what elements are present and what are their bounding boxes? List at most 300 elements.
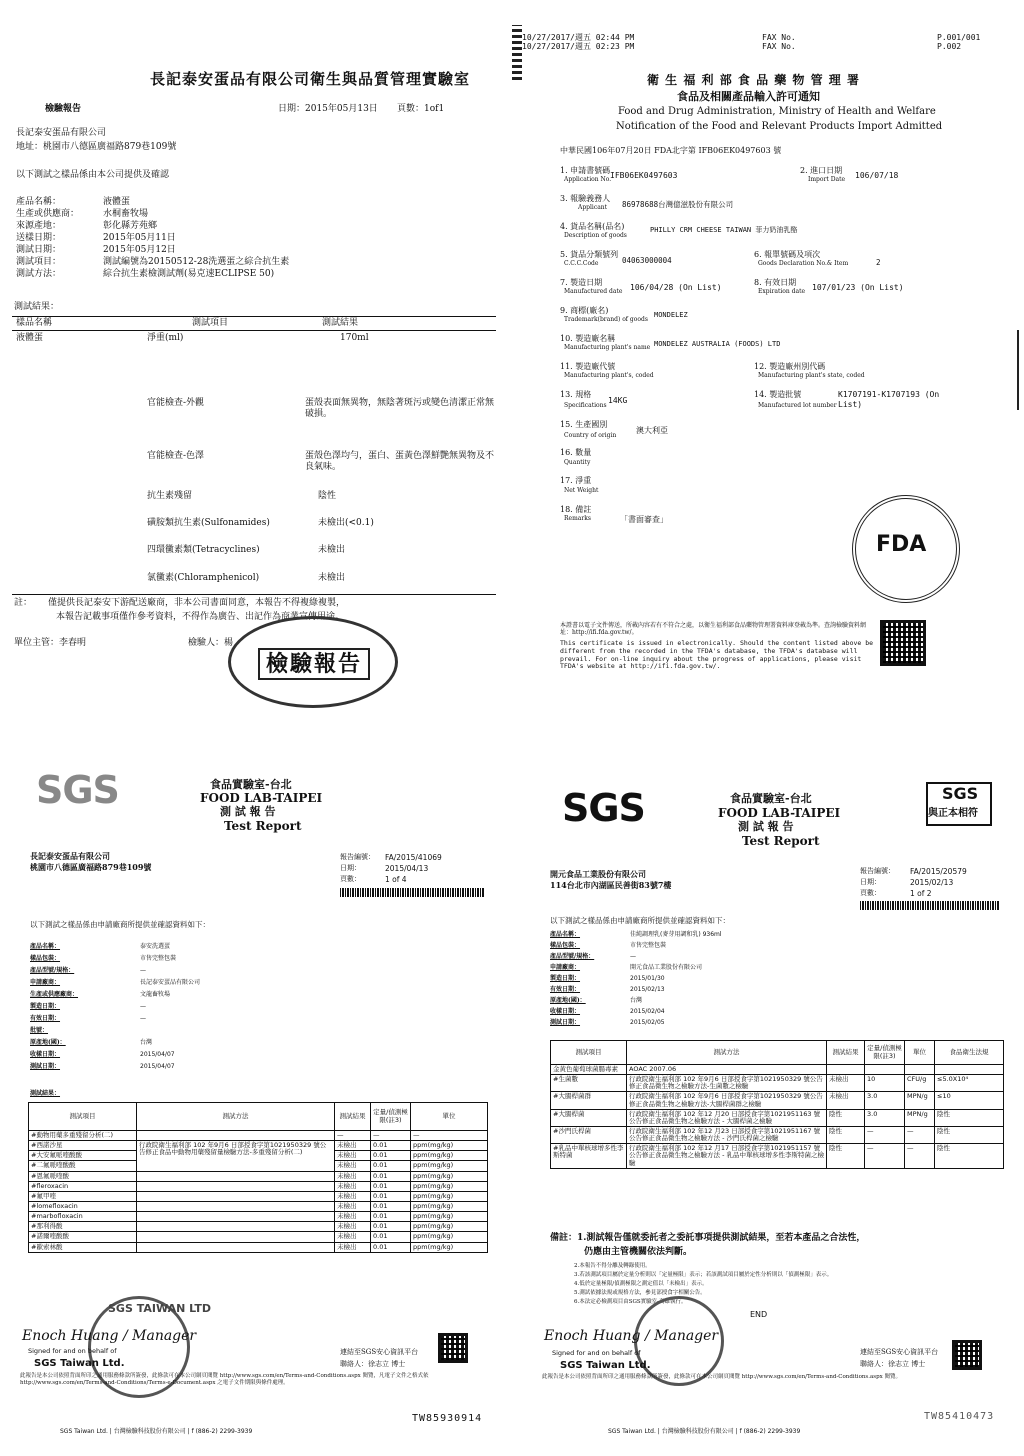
remarks-label: 18. 備註 — [560, 505, 592, 514]
application-no-label: 1. 申請書號碼 — [560, 166, 611, 175]
declaration-label-en: Goods Declaration No.& Item — [758, 260, 849, 267]
fda-seal-text: FDA — [876, 532, 927, 557]
note-2: 2.本報告不得分離及轉錄使用。 — [574, 1263, 651, 1269]
table-cell: #動物用藥多重殘留分析(二) — [29, 1131, 137, 1141]
field-label: 產品名稱： — [550, 931, 581, 938]
field-label: 測試方法： — [16, 269, 62, 279]
import-date-value: 106/07/18 — [855, 171, 899, 180]
row-item: 淨重(ml) — [147, 333, 184, 343]
plant-code-label-en: Manufacturing plant's, coded — [564, 372, 654, 379]
expiration-date-value: 107/01/23 (On List) — [812, 283, 904, 292]
signature: Enoch Huang / Manager — [22, 1328, 197, 1344]
row-result: 陰性 — [318, 491, 337, 501]
trademark-value: MONDELEZ — [654, 311, 688, 319]
goods-value: PHILLY CRM CHEESE TAIWAN 菲力奶油乳酪 — [650, 226, 798, 234]
table-cell: CFU/g — [905, 1075, 935, 1092]
sgs-qr-code[interactable] — [952, 1340, 982, 1370]
field-label: 申請廠商： — [550, 964, 581, 971]
field-label: 產品名稱： — [16, 197, 62, 207]
table-cell: ≤5.0X10⁴ — [935, 1075, 1004, 1092]
applicant-label: 3. 報驗義務人 — [560, 194, 611, 203]
date-label: 日期： — [860, 878, 881, 886]
field-value: 市售完整包裝 — [140, 955, 177, 962]
net-weight-label-en: Net Weight — [564, 487, 599, 494]
table-cell: AOAC 2007.06 — [627, 1065, 827, 1075]
field-label: 製造日期： — [30, 1003, 61, 1010]
table-cell: ppm(mg/kg) — [411, 1232, 488, 1242]
report-title-zh: 測 試 報 告 — [738, 820, 794, 833]
field-label: 來源產地： — [16, 221, 62, 231]
report-no-label: 報告編號： — [340, 853, 375, 861]
note-line-2: 本報告記載事項僅作參考資料，不得作為廣告、出記作為商業宣傳用途。 — [56, 612, 345, 622]
signed-for-text: Signed for and on behalf of — [28, 1347, 117, 1355]
page-label: 頁數： — [340, 875, 361, 883]
table-cell: 陰性 — [827, 1144, 865, 1168]
document-number: 中華民國106年07月20日 FDA北字第 IFB06EK0497603 號 — [560, 146, 782, 155]
table-cell: — — [335, 1131, 371, 1141]
goods-label: 4. 貨品名稱(品名) — [560, 222, 625, 231]
report-no: FA/2015/20579 — [910, 867, 967, 876]
fax-line-2: 10/27/2017/週五 02:23 PM — [522, 42, 635, 51]
table-cell — [137, 1191, 335, 1201]
field-value: 綜合抗生素檢測試劑(易克速ECLIPSE 50) — [103, 269, 275, 279]
verification-qr-code[interactable] — [880, 620, 926, 666]
report-pages: 頁數：1of1 — [397, 104, 445, 114]
notice-title-zh: 食品及相關產品輸入許可通知 — [677, 90, 820, 103]
application-no-label-en: Application No. — [564, 176, 612, 183]
sgs-logo: SGS — [562, 786, 645, 830]
declaration-value: 2 — [876, 258, 881, 267]
table-cell: — — [905, 1126, 935, 1143]
field-value: 2015/04/07 — [140, 1063, 175, 1070]
note-3: 3.若該測試項目屬於定量分析則以「定量極限」表示；若該測試項目屬於定性分析則以「偵測極限」表示。 — [574, 1272, 833, 1278]
badge-text: 與正本相符 — [928, 808, 978, 819]
field-value: 開元食品工業股份有限公司 — [630, 964, 703, 971]
serial-number: TW85930914 — [412, 1413, 483, 1424]
report-title-en: Test Report — [742, 834, 820, 848]
lab-name-en: FOOD LAB-TAIPEI — [200, 791, 323, 805]
end-mark: END — [750, 1310, 768, 1319]
fda-import-notice — [512, 0, 1024, 728]
field-value: 2015/01/30 — [630, 975, 665, 982]
origin-label: 15. 生產國別 — [560, 420, 608, 429]
table-cell: 0.01 — [371, 1212, 411, 1222]
col-header: 食品衛生法規 — [935, 1041, 1004, 1065]
table-cell: — — [865, 1144, 905, 1168]
origin-value: 澳大利亞 — [636, 426, 668, 435]
field-value: 台灣 — [630, 997, 643, 1004]
field-label: 產品型號/規格： — [30, 967, 75, 974]
report-date: 日期：2015年05月13日 — [278, 104, 378, 114]
table-cell: #大腸桿菌群 — [551, 1092, 627, 1109]
results-label: 測試結果： — [30, 1090, 61, 1097]
lab-title: 長記泰安蛋品有限公司衛生與品質管理實驗室 — [150, 70, 471, 88]
field-value: 2015年05月12日 — [103, 245, 176, 255]
col-header: 測試項目 — [551, 1041, 627, 1065]
table-cell: 3.0 — [865, 1109, 905, 1126]
inspection-stamp-text: 檢驗報告 — [258, 648, 370, 680]
table-cell: 行政院衛生福利部 102 年12 月23 日部授食字第1021951167 號公告修正食品微生物之檢驗方法 - 沙門氏桿菌之檢驗 — [627, 1126, 827, 1143]
field-label: 測試日期： — [30, 1063, 61, 1070]
note-5: 5.測試依據法規或規格方法，參見部授食字相關公告。 — [574, 1290, 706, 1296]
field-label: 批號： — [30, 1027, 49, 1034]
field-label: 測試日期： — [16, 245, 62, 255]
fax-page-2: P.002 — [937, 42, 962, 51]
table-cell — [137, 1131, 335, 1141]
lot-number-label: 14. 製造批號 — [754, 390, 802, 399]
field-label: 產品型號/規格： — [550, 953, 595, 960]
table-cell: 0.01 — [371, 1201, 411, 1211]
intro-text: 以下測試之樣品係由申請廠商所提供並確認資料如下： — [30, 920, 210, 929]
field-value: 台灣 — [140, 1039, 153, 1046]
report-date: 2015/04/13 — [385, 864, 429, 873]
note-4: 4.低於定量極限/偵測極限之測定值以「未檢出」表示。 — [574, 1281, 708, 1287]
field-label: 申請廠商： — [30, 979, 61, 986]
table-cell — [137, 1201, 335, 1211]
row-result: 170ml — [340, 333, 369, 343]
fax-number-1: FAX No. — [762, 33, 796, 42]
row-result: 蛋殼表面無異物，無陰著斑污或變色清潔正常無破損。 — [305, 398, 495, 419]
results-label: 測試結果： — [14, 302, 60, 312]
lot-number-label-en: Manufactured lot number — [758, 402, 837, 409]
lab-name-en: FOOD LAB-TAIPEI — [718, 806, 841, 820]
table-cell — [905, 1065, 935, 1075]
col-header: 定量/偵測極限(註3) — [865, 1041, 905, 1065]
report-label: 檢驗報告 — [45, 104, 82, 114]
field-value: — — [140, 1015, 146, 1022]
page-label: 頁數： — [860, 889, 881, 897]
table-cell: 行政院衛生福利部 102 年12 月17 日部授食字第1021951157 號公告修正食品微生物之檢驗方法 - 乳品中單核球增多性李斯特菌之檢驗 — [627, 1144, 827, 1168]
row-item: 官能檢查-色澤 — [147, 451, 205, 461]
seal-text: SGS TAIWAN LTD — [108, 1302, 211, 1315]
table-cell: 0.01 — [371, 1151, 411, 1161]
table-cell: 未檢出 — [335, 1201, 371, 1211]
table-cell: ppm(mg/kg) — [411, 1181, 488, 1191]
table-cell: #諾爾喹酸酸 — [29, 1232, 137, 1242]
field-label: 測試日期： — [550, 1019, 581, 1026]
table-cell: ppm(mg/kg) — [411, 1151, 488, 1161]
table-cell: 未檢出 — [335, 1242, 371, 1252]
notice-title-en: Notification of the Food and Relevant Products Import Admitted — [616, 121, 943, 132]
application-no-value: IFB06EK0497603 — [610, 171, 678, 180]
quantity-label: 16. 數量 — [560, 448, 592, 457]
table-cell: 0.01 — [371, 1232, 411, 1242]
lab-name-zh: 食品實驗室-台北 — [730, 792, 812, 805]
table-cell: ppm(mg/kg) — [411, 1171, 488, 1181]
row-result: 未檢出 — [318, 545, 346, 555]
note-6: 6.本法定必檢測項目由SGS實驗室-高雄執行。 — [574, 1299, 687, 1305]
results-table — [28, 1102, 488, 1253]
table-cell: #生菌數 — [551, 1075, 627, 1092]
plant-name-label-en: Manufacturing plant's name — [564, 344, 651, 351]
fax-edge-pattern — [512, 25, 522, 80]
table-cell: #marbofloxacin — [29, 1212, 137, 1222]
table-cell: ppm(mg/kg) — [411, 1161, 488, 1171]
test-method-text: 行政院衛生福利部 102 年9月6 日部授食字第1021950329 號公告修正食品中動物用藥殘留量檢驗方法-多重殘留分析(二) — [137, 1141, 335, 1171]
intro-text: 以下測試之樣品係由申請廠商所提供並確認資料如下： — [550, 916, 730, 925]
field-label: 有效日期： — [30, 1015, 61, 1022]
table-cell: — — [905, 1144, 935, 1168]
report-barcode — [860, 901, 1000, 910]
field-value: 2015/04/07 — [140, 1051, 175, 1058]
page-count: 1 of 4 — [385, 875, 407, 884]
field-value: 彰化縣芳苑鄉 — [103, 221, 158, 231]
note-label: 註： — [14, 598, 33, 608]
specifications-label: 13. 規格 — [560, 390, 592, 399]
signature: Enoch Huang / Manager — [544, 1328, 719, 1344]
field-label: 樣品包裝： — [550, 942, 581, 949]
field-value: 文龍畜牧場 — [140, 991, 171, 998]
field-label: 生產或供應商： — [16, 209, 80, 219]
table-cell: 未檢出 — [335, 1151, 371, 1161]
fax-line-1: 10/27/2017/週五 02:44 PM — [522, 33, 635, 42]
report-date: 2015/02/13 — [910, 878, 954, 887]
table-cell: 3.0 — [865, 1092, 905, 1109]
footer-terms: 此報告是本公司依照背面所印之通用服務條款所簽發，此條款可在本公司網頁閱覽 http://www.sgs.com/en/Terms-and-Conditions.aspx 閱覽，凡電子文件之格式依 http://www.sgs.com/en/Terms-and-Conditions/Terms-e-Document.aspx 之電子文件期限與條件處理。 — [20, 1373, 429, 1386]
note-1b: 仍應由主管機關依法判斷。 — [584, 1247, 693, 1257]
row-result: 蛋殼色澤均勻，蛋白、蛋黃色澤鮮艷無異物及不良氣味。 — [305, 451, 495, 472]
col-header: 測試結果 — [335, 1103, 371, 1131]
col-header-sample: 樣品名稱 — [16, 318, 53, 328]
table-cell: #fleroxacin — [29, 1181, 137, 1191]
table-cell — [827, 1065, 865, 1075]
trademark-label-en: Trademark(brand) of goods — [564, 316, 648, 323]
signed-for-text: Signed for and on behalf of — [552, 1349, 641, 1357]
col-header: 單位 — [905, 1041, 935, 1065]
fax-number-2: FAX No. — [762, 42, 796, 51]
table-cell: 未檢出 — [827, 1092, 865, 1109]
plant-code-label: 11. 製造廠代號 — [560, 362, 616, 371]
field-label: 有效日期： — [550, 986, 581, 993]
expiration-date-label: 8. 有效日期 — [754, 278, 797, 287]
import-date-label: 2. 進口日期 — [800, 166, 843, 175]
net-weight-label: 17. 淨重 — [560, 476, 592, 485]
client-address: 桃園市八德區廣福路879巷109號 — [30, 862, 152, 872]
qr-caption: 連結至SGS安心資訊平台 — [340, 1348, 419, 1356]
field-label: 原產地(國)： — [30, 1039, 66, 1046]
field-label: 測試項目： — [16, 257, 62, 267]
field-value: 2015/02/05 — [630, 1019, 665, 1026]
report-title-zh: 測 試 報 告 — [220, 805, 276, 818]
trademark-label: 9. 商標(廠名) — [560, 306, 609, 315]
egg-lab-report — [0, 0, 512, 728]
row-item: 官能檢查-外觀 — [147, 398, 205, 408]
col-header: 單位 — [411, 1103, 488, 1131]
footer-address: SGS Taiwan Ltd. | 台灣檢驗科技股份有限公司 | f (886-2) 2299-3939 — [60, 1428, 253, 1435]
sgs-report-eggs — [0, 728, 512, 1456]
table-cell: ppm(mg/kg) — [411, 1141, 488, 1151]
table-cell: #西諾沙星 — [29, 1141, 137, 1151]
company-name: SGS Taiwan Ltd. — [560, 1360, 651, 1371]
ccc-code-value: 04063000004 — [622, 256, 672, 265]
row-sample: 液體蛋 — [16, 333, 44, 343]
table-cell: 行政院衛生福利部 102 年9月6 日部授食字第1021950329 號公告修正食品微生物之檢驗方法-生菌數之檢驗 — [627, 1075, 827, 1092]
field-value: 泰安洗選蛋 — [140, 943, 171, 950]
serial-number: TW85410473 — [924, 1411, 995, 1422]
table-cell: #大安氟哌喹酸酸 — [29, 1151, 137, 1161]
declaration-label: 6. 報單號碼及項次 — [754, 250, 821, 259]
table-cell: 未檢出 — [335, 1141, 371, 1151]
field-label: 送樣日期： — [16, 233, 62, 243]
table-cell: #二氟哌喹酸酸 — [29, 1161, 137, 1171]
origin-label-en: Country of origin — [564, 432, 617, 439]
field-value: 2015/02/13 — [630, 986, 665, 993]
table-cell — [137, 1232, 335, 1242]
table-cell — [137, 1212, 335, 1222]
table-cell: ppm(mg/kg) — [411, 1201, 488, 1211]
contact-person: 聯絡人：徐志立 博士 — [860, 1360, 926, 1368]
table-cell: 0.01 — [371, 1222, 411, 1232]
field-value: — — [630, 953, 636, 960]
table-cell: 未檢出 — [335, 1171, 371, 1181]
note-1: 備註：1.測試報告僅就委託者之委託事項提供測試結果，至若本產品之合法性， — [550, 1233, 866, 1243]
table-cell — [865, 1065, 905, 1075]
table-cell: #那利得酸 — [29, 1222, 137, 1232]
lot-number-value: K1707191-K1707193 (On List) — [838, 390, 940, 409]
table-cell: 未檢出 — [827, 1075, 865, 1092]
sgs-logo: SGS — [36, 768, 119, 812]
table-cell: 0.01 — [371, 1141, 411, 1151]
footer-terms: 此報告是本公司依照背面所印之通用服務條款所簽發，此條款可在本公司網頁閱覽 http://www.sgs.com/en/Terms-and-Conditions.aspx 閱覽。 — [542, 1374, 901, 1380]
row-item: 四環黴素類(Tetracyclines) — [147, 545, 260, 555]
table-cell: ppm(mg/kg) — [411, 1242, 488, 1252]
table-cell: — — [411, 1131, 488, 1141]
inspector: 檢驗人：楊 — [188, 638, 234, 648]
col-header: 測試方法 — [137, 1103, 335, 1131]
table-cell: 0.01 — [371, 1171, 411, 1181]
client-address: 114台北市內湖區民善街83號7樓 — [550, 880, 672, 890]
footer-address: SGS Taiwan Ltd. | 台灣檢驗科技股份有限公司 | f (886-2) 2299-3939 — [608, 1428, 801, 1435]
disclaimer-en: This certificate is issued in electronically. Should the content listed above be different from the recorded in the TFDA's database, the TFDA's database will prevail. For on-line inquiry about the progress of applications, please visit TFDA's website at http://ifi.fda.gov.tw/. — [560, 639, 874, 671]
col-header: 定量/偵測極限(註3) — [371, 1103, 411, 1131]
table-cell — [137, 1171, 335, 1181]
contact-person: 聯絡人：徐志立 博士 — [340, 1360, 406, 1368]
field-value: — — [140, 1003, 146, 1010]
disclaimer-zh: 本證書以電子文件傳送，所載內容若有不符合之處，以衛生福利部食品藥物管理署資料庫登載為準。查詢檢驗資料網址：http://ifi.fda.gov.tw/。 — [560, 622, 867, 637]
applicant-value: 86978688台灣億滋股份有限公司 — [622, 200, 734, 209]
field-label: 收樣日期： — [30, 1051, 61, 1058]
table-cell: 未檢出 — [335, 1222, 371, 1232]
specifications-value: 14KG — [608, 396, 628, 405]
manufactured-date-value: 106/04/28 (On List) — [630, 283, 722, 292]
report-no-label: 報告編號： — [860, 867, 895, 875]
row-result: 未檢出 — [318, 573, 346, 583]
table-cell: ppm(mg/kg) — [411, 1191, 488, 1201]
table-cell: 陰性 — [935, 1126, 1004, 1143]
client-name: 長記泰安蛋品有限公司 — [16, 128, 107, 138]
quantity-label-en: Quantity — [564, 459, 591, 466]
field-label: 生產或供應廠商： — [30, 991, 79, 998]
table-cell: MPN/g — [905, 1092, 935, 1109]
sgs-qr-code[interactable] — [438, 1333, 468, 1363]
plant-name-value: MONDELEZ AUSTRALIA (FOODS) LTD — [654, 340, 781, 348]
ccc-code-label: 5. 貨品分類號列 — [560, 250, 619, 259]
table-cell: #大腸桿菌 — [551, 1109, 627, 1126]
row-result: 未檢出(<0.1) — [318, 518, 374, 528]
table-cell: MPN/g — [905, 1109, 935, 1126]
col-header: 測試項目 — [29, 1103, 137, 1131]
table-cell — [137, 1181, 335, 1191]
field-value: 液體蛋 — [103, 197, 131, 207]
table-cell: 0.01 — [371, 1242, 411, 1252]
sgs-report-milk — [512, 728, 1024, 1456]
table-cell: 金黃色葡萄球菌腸毒素 — [551, 1065, 627, 1075]
date-label: 日期： — [340, 864, 361, 872]
table-cell: 未檢出 — [335, 1212, 371, 1222]
agency-name-en: Food and Drug Administration, Ministry of Health and Welfare — [618, 106, 936, 117]
applicant-label-en: Applicant — [578, 204, 608, 211]
qr-caption: 連結至SGS安心資訊平台 — [860, 1348, 939, 1356]
row-item: 氯黴素(Chloramphenicol) — [147, 573, 260, 583]
table-cell: 陰性 — [935, 1109, 1004, 1126]
field-label: 原產地(國)： — [550, 997, 586, 1004]
field-value: 水桐畜牧場 — [103, 209, 149, 219]
expiration-date-label-en: Expiration date — [758, 288, 806, 295]
table-cell: 未檢出 — [335, 1181, 371, 1191]
goods-label-en: Description of goods — [564, 232, 627, 239]
report-no: FA/2015/41069 — [385, 853, 442, 862]
field-label: 樣品包裝： — [30, 955, 61, 962]
supervisor: 單位主管：李春明 — [14, 638, 87, 648]
field-value: 2015年05月11日 — [103, 233, 176, 243]
table-cell — [137, 1242, 335, 1252]
table-cell: — — [371, 1131, 411, 1141]
plant-name-label: 10. 製造廠名稱 — [560, 334, 616, 343]
field-label: 收樣日期： — [550, 1008, 581, 1015]
table-cell: 0.01 — [371, 1181, 411, 1191]
agency-name-zh: 衛 生 福 利 部 食 品 藥 物 管 理 署 — [647, 73, 860, 87]
table-cell: ppm(mg/kg) — [411, 1222, 488, 1232]
table-cell: 陰性 — [935, 1144, 1004, 1168]
table-cell: #歐索林酸 — [29, 1242, 137, 1252]
fax-page-1: P.001/001 — [937, 33, 981, 42]
report-barcode — [340, 888, 485, 897]
lab-name-zh: 食品實驗室-台北 — [210, 778, 292, 791]
table-cell: #乳品中單核球增多性李斯特菌 — [551, 1144, 627, 1168]
company-name: SGS Taiwan Ltd. — [34, 1358, 125, 1369]
plant-state-label-en: Manufacturing plant's state, coded — [758, 372, 865, 379]
table-cell: 未檢出 — [335, 1232, 371, 1242]
specifications-label-en: Specifications — [564, 402, 607, 409]
table-cell: ≤10 — [935, 1092, 1004, 1109]
table-cell: 未檢出 — [335, 1161, 371, 1171]
col-header: 測試結果 — [827, 1041, 865, 1065]
table-cell: #氟甲喹 — [29, 1191, 137, 1201]
table-cell — [137, 1222, 335, 1232]
table-cell: ppm(mg/kg) — [411, 1212, 488, 1222]
col-header-result: 測試結果 — [322, 318, 359, 328]
field-value: 測試編號為20150512-28洗選蛋之綜合抗生素 — [103, 257, 290, 267]
client-name: 開元食品工業股份有限公司 — [550, 869, 646, 879]
results-table — [550, 1040, 1004, 1169]
table-cell: — — [865, 1126, 905, 1143]
table-cell — [935, 1065, 1004, 1075]
field-value: 市售完整包裝 — [630, 942, 667, 949]
badge-logo: SGS — [942, 784, 979, 803]
table-cell: #lomefloxacin — [29, 1201, 137, 1211]
field-value: 長記泰安蛋品有限公司 — [140, 979, 201, 986]
import-date-label-en: Import Date — [808, 176, 846, 183]
field-label: 製造日期： — [550, 975, 581, 982]
table-cell: 陰性 — [827, 1126, 865, 1143]
report-title-en: Test Report — [224, 819, 302, 833]
table-cell: 陰性 — [827, 1109, 865, 1126]
field-value: — — [140, 967, 146, 974]
field-value: 佳純調理乳(麥芽用調和乳) 936ml — [630, 931, 722, 938]
field-label: 產品名稱： — [30, 943, 61, 950]
row-item: 磺胺類抗生素(Sulfonamides) — [147, 518, 270, 528]
remarks-value: 「書面審查」 — [620, 515, 668, 524]
